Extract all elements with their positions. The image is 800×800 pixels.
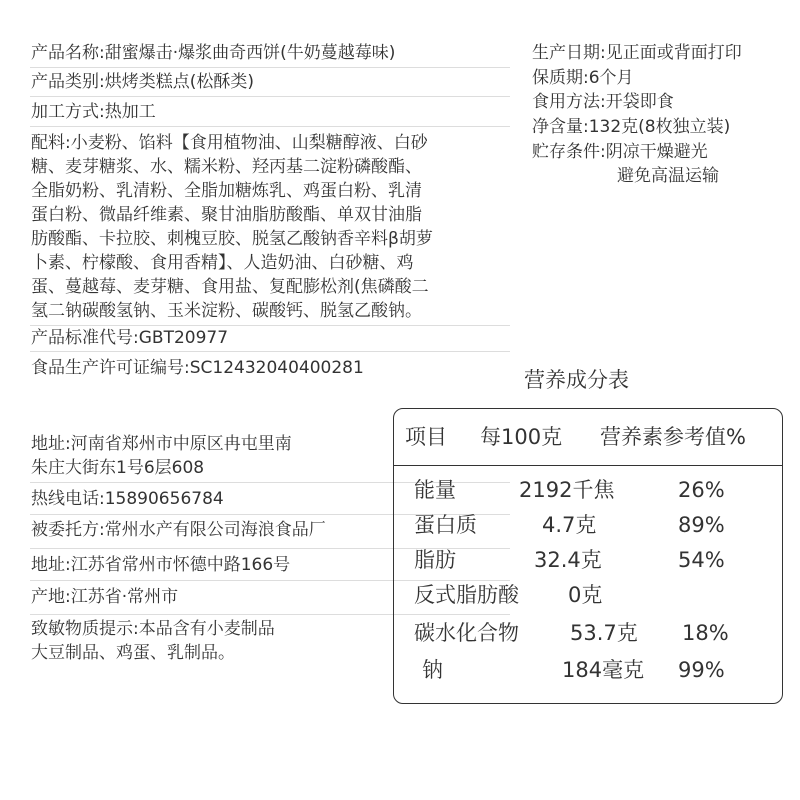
nutrition-table: [393, 408, 783, 704]
nutrition-row: [394, 652, 782, 688]
shelf-life: 保质期:6个月: [532, 68, 634, 88]
nutrient-amount: 0克: [568, 583, 603, 607]
address-line: 地址:河南省郑州市中原区冉屯里南: [31, 434, 292, 454]
nutrient-amount: 2192千焦: [519, 478, 615, 502]
nutrient-nrv: 18%: [682, 621, 729, 645]
ingredients-block: [31, 131, 433, 323]
ingredients-line: 肪酸酯、卡拉胶、刺槐豆胶、脱氢乙酸钠香辛料β胡萝: [31, 229, 433, 249]
nutrition-row: [394, 472, 782, 508]
nutrient-name: 蛋白质: [414, 513, 477, 537]
nutrition-title: 营养成分表: [524, 368, 629, 392]
ingredients-line: 蛋白粉、微晶纤维素、聚甘油脂肪酸酯、单双甘油脂: [31, 205, 422, 225]
nutrition-row: [394, 615, 782, 651]
production-date: 生产日期:见正面或背面打印: [532, 43, 742, 63]
nutrition-row: [394, 542, 782, 578]
nutrient-name: 脂肪: [414, 548, 456, 572]
product-category: 产品类别:烘烤类糕点(松酥类): [31, 72, 254, 92]
nutrient-name: 钠: [422, 658, 443, 682]
header-nrv: 营养素参考值%: [600, 425, 746, 449]
ingredients-line: 蛋、蔓越莓、麦芽糖、食用盐、复配膨松剂(焦磷酸二: [31, 277, 429, 297]
ingredients-line: 全脂奶粉、乳清粉、全脂加糖炼乳、鸡蛋白粉、乳清: [31, 181, 422, 201]
hotline: 热线电话:15890656784: [31, 489, 224, 509]
ingredients-line: 卜素、柠檬酸、食用香精】、人造奶油、白砂糖、鸡: [31, 253, 414, 273]
nutrition-row: [394, 507, 782, 543]
nutrient-nrv: 26%: [678, 478, 725, 502]
entrusted-party: 被委托方:常州水产有限公司海浪食品厂: [31, 520, 326, 540]
address-line: 朱庄大街东1号6层608: [31, 458, 205, 478]
address-block: [31, 432, 292, 480]
allergen-block: [31, 617, 275, 665]
nutrient-amount: 4.7克: [542, 513, 597, 537]
nutrition-header: [394, 409, 782, 465]
storage-condition-cont: 避免高温运输: [617, 166, 719, 186]
nutrient-name: 碳水化合物: [414, 621, 519, 645]
storage-condition: 贮存条件:阴凉干燥避光: [532, 142, 708, 162]
nutrient-nrv: 54%: [678, 548, 725, 572]
nutrient-name: 能量: [414, 478, 456, 502]
ingredients-line: 氢二钠碳酸氢钠、玉米淀粉、碳酸钙、脱氢乙酸钠。: [31, 301, 422, 321]
nutrient-nrv: 99%: [678, 658, 725, 682]
license-number: 食品生产许可证编号:SC12432040400281: [31, 358, 364, 378]
usage-method: 食用方法:开袋即食: [532, 92, 674, 112]
nutrient-name: 反式脂肪酸: [414, 583, 519, 607]
processing-method: 加工方式:热加工: [31, 102, 156, 122]
product-name: 产品名称:甜蜜爆击·爆浆曲奇西饼(牛奶蔓越莓味): [31, 43, 396, 63]
nutrient-amount: 32.4克: [534, 548, 602, 572]
ingredients-line: 糖、麦芽糖浆、水、糯米粉、羟丙基二淀粉磷酸酯、: [31, 157, 422, 177]
nutrient-amount: 184毫克: [562, 658, 645, 682]
standard-code: 产品标准代号:GBT20977: [31, 328, 229, 348]
nutrient-amount: 53.7克: [570, 621, 638, 645]
origin: 产地:江苏省·常州市: [31, 587, 179, 607]
nutrition-row: [394, 577, 782, 613]
net-content: 净含量:132克(8枚独立装): [532, 117, 731, 137]
header-item: 项目: [405, 425, 447, 449]
allergen-line: 致敏物质提示:本品含有小麦制品: [31, 619, 275, 639]
nutrient-nrv: 89%: [678, 513, 725, 537]
address-2: 地址:江苏省常州市怀德中路166号: [31, 555, 291, 575]
ingredients-line: 配料:小麦粉、馅料【食用植物油、山梨糖醇液、白砂: [31, 133, 428, 153]
allergen-line: 大豆制品、鸡蛋、乳制品。: [31, 643, 235, 663]
header-per-100g: 每100克: [480, 425, 563, 449]
